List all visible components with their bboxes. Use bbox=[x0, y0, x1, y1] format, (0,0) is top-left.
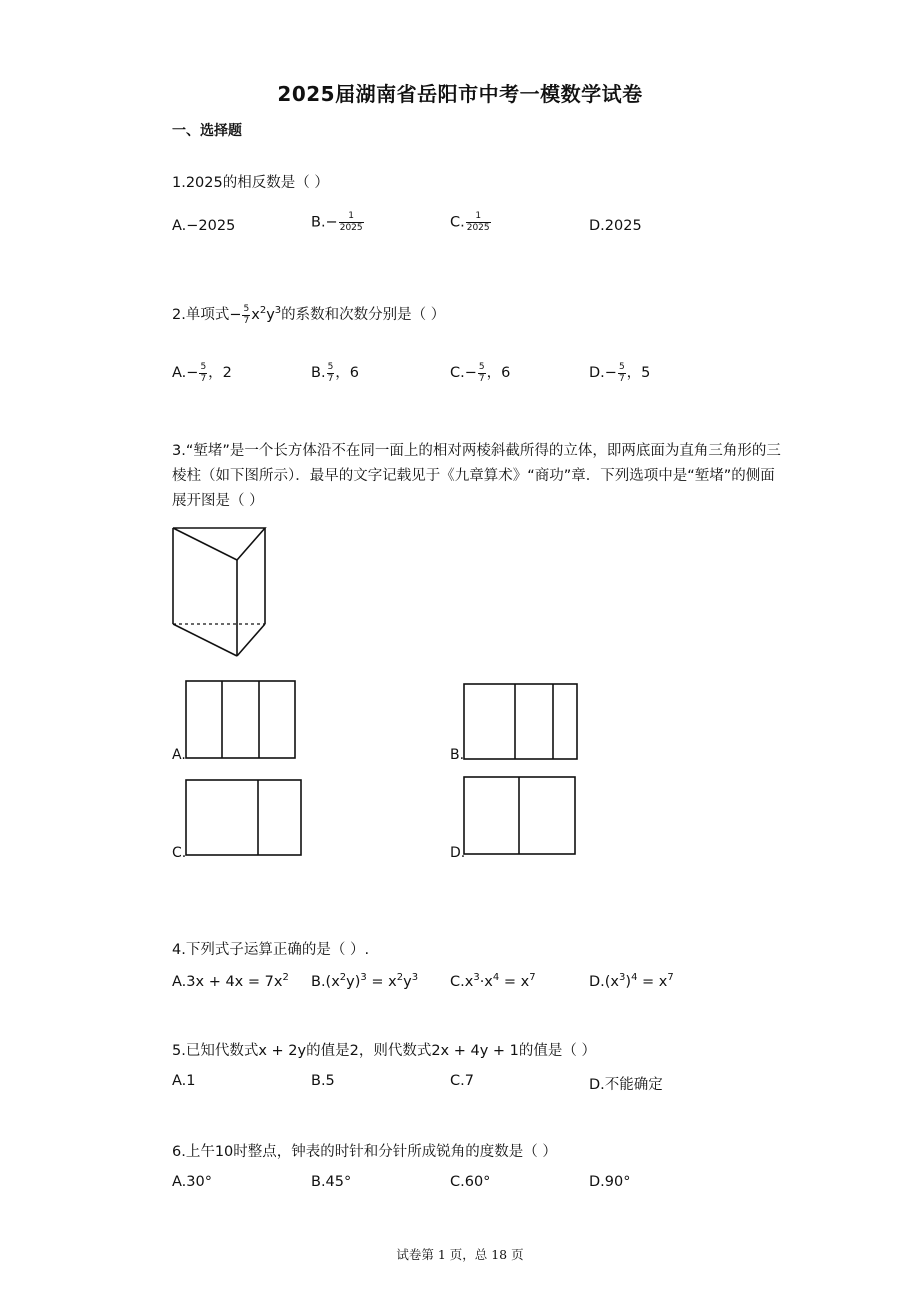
q2-option-a-fraction bbox=[199, 363, 207, 384]
q5-option-a[interactable]: A.1 bbox=[172, 1073, 196, 1089]
q4-option-a[interactable] bbox=[172, 974, 289, 990]
q2-stem-fraction bbox=[242, 305, 250, 326]
q4-option-b-exp-4: 3 bbox=[411, 972, 419, 983]
q2-option-c-prefix: C.− bbox=[450, 365, 477, 381]
q1-option-b-prefix: B.− bbox=[311, 214, 338, 231]
q4-option-c-part-3: = x bbox=[499, 974, 530, 990]
q4-option-c-exp-1: 3 bbox=[473, 972, 480, 983]
q2-option-a[interactable] bbox=[172, 361, 232, 384]
q2-option-b-fraction bbox=[327, 363, 335, 384]
q2-option-d-suffix: ，5 bbox=[626, 365, 651, 381]
q2-option-d-fraction bbox=[618, 363, 626, 384]
q2-option-d[interactable] bbox=[589, 361, 650, 384]
q4-option-d-exp-2: 4 bbox=[631, 972, 638, 983]
q2-option-d-prefix: D.− bbox=[589, 365, 617, 381]
q2-option-c-denominator: 7 bbox=[478, 373, 485, 384]
q1-option-c[interactable] bbox=[450, 212, 492, 233]
q2-option-d-numerator: 5 bbox=[618, 361, 625, 372]
q2-option-b-denominator: 7 bbox=[327, 373, 334, 384]
q4-option-b-part-2: y) bbox=[346, 974, 361, 990]
q1-option-b-numerator: 1 bbox=[339, 212, 364, 223]
q1-option-b[interactable] bbox=[311, 212, 365, 233]
prism-bottom-right bbox=[237, 624, 265, 656]
q6-option-a[interactable]: A.30° bbox=[172, 1174, 212, 1190]
q1-option-c-fraction bbox=[466, 212, 491, 233]
q2-exp-x: 2 bbox=[259, 305, 267, 316]
q5-option-c[interactable]: C.7 bbox=[450, 1073, 474, 1089]
q4-option-b-part-4: y bbox=[403, 974, 412, 990]
q4-option-d-part-2: ) bbox=[625, 974, 632, 990]
question-5-stem: 5.已知代数式x + 2y的值是2，则代数式2x + 4y + 1的值是（ ） bbox=[172, 1043, 596, 1059]
q4-option-b-exp-3: 2 bbox=[396, 972, 404, 983]
section-heading: 一、选择题 bbox=[172, 123, 242, 139]
q4-option-d-exp-1: 3 bbox=[619, 972, 626, 983]
question-4-stem: 4.下列式子运算正确的是（ ）. bbox=[172, 942, 370, 958]
page-title: 2025届湖南省岳阳市中考一模数学试卷 bbox=[277, 82, 643, 106]
q2-var-y: y bbox=[266, 307, 275, 323]
q6-option-d[interactable]: D.90° bbox=[589, 1174, 631, 1190]
q2-option-a-prefix: A.− bbox=[172, 365, 199, 381]
net-c-outline bbox=[186, 780, 301, 855]
q4-option-c-exp-2: 4 bbox=[492, 972, 500, 983]
prism-top-face bbox=[173, 528, 265, 560]
q4-option-c-part-2: ·x bbox=[479, 974, 493, 990]
q2-option-a-numerator: 5 bbox=[200, 361, 207, 372]
q3-option-d-net[interactable] bbox=[463, 776, 577, 856]
q4-option-d-part-3: = x bbox=[637, 974, 668, 990]
q2-option-d-denominator: 7 bbox=[618, 373, 625, 384]
q3-option-a-net[interactable] bbox=[185, 680, 297, 760]
q6-option-b[interactable]: B.45° bbox=[311, 1174, 352, 1190]
q1-option-d[interactable]: D.2025 bbox=[589, 218, 642, 234]
q5-option-b[interactable]: B.5 bbox=[311, 1073, 335, 1089]
q2-option-b-suffix: ，6 bbox=[335, 365, 360, 381]
prism-figure bbox=[170, 526, 270, 658]
q4-option-b-part-3: = x bbox=[366, 974, 397, 990]
q2-stem-prefix: 2.单项式− bbox=[172, 307, 242, 323]
q4-option-d-part-1: D.(x bbox=[589, 974, 620, 990]
q4-option-d-exp-3: 7 bbox=[667, 972, 674, 983]
q4-option-b-part-1: B.(x bbox=[311, 974, 340, 990]
q1-option-b-fraction bbox=[339, 212, 364, 233]
q2-stem-suffix: 的系数和次数分别是（ ） bbox=[281, 307, 446, 323]
q2-option-a-denominator: 7 bbox=[200, 373, 207, 384]
q3-option-c-label[interactable]: C. bbox=[172, 845, 187, 861]
q2-option-c[interactable] bbox=[450, 361, 510, 384]
net-a-outline bbox=[186, 681, 295, 758]
q2-stem-denominator: 7 bbox=[243, 315, 250, 326]
q4-option-c-part-1: C.x bbox=[450, 974, 474, 990]
q4-option-c[interactable] bbox=[450, 974, 536, 990]
q2-option-b-numerator: 5 bbox=[327, 361, 334, 372]
q2-option-b-prefix: B. bbox=[311, 365, 326, 381]
q5-option-d[interactable]: D.不能确定 bbox=[589, 1077, 663, 1093]
question-3-stem: 3.“堑堵”是一个长方体沿不在同一面上的相对两棱斜截所得的立体，即两底面为直角三角形的三棱柱（如下图所示）．最早的文字记载见于《九章算术》“商功”章．下列选项中是“堑堵”的侧面展开图是（ ） bbox=[172, 443, 781, 509]
q1-option-c-prefix: C. bbox=[450, 214, 465, 231]
q2-option-a-suffix: ，2 bbox=[208, 365, 232, 381]
q1-option-a[interactable]: A.−2025 bbox=[172, 218, 236, 234]
q2-option-c-numerator: 5 bbox=[478, 361, 485, 372]
q2-stem-numerator: 5 bbox=[243, 303, 250, 314]
page-footer: 试卷第 1 页，总 18 页 bbox=[396, 1247, 524, 1262]
q4-option-d[interactable] bbox=[589, 974, 674, 990]
q1-option-c-numerator: 1 bbox=[466, 212, 491, 223]
q4-option-c-exp-3: 7 bbox=[529, 972, 536, 983]
q3-option-b-net[interactable] bbox=[463, 683, 579, 761]
q3-option-a-label[interactable]: A. bbox=[172, 747, 186, 763]
q4-option-b-exp-1: 2 bbox=[339, 972, 347, 983]
q4-option-a-exp: 2 bbox=[282, 972, 289, 983]
question-2-stem bbox=[172, 303, 445, 326]
question-1-stem: 1.2025的相反数是（ ） bbox=[172, 175, 329, 191]
q4-option-b[interactable] bbox=[311, 974, 418, 990]
q2-exp-y: 3 bbox=[274, 305, 282, 316]
question-6-stem: 6.上午10时整点，钟表的时针和分针所成锐角的度数是（ ） bbox=[172, 1144, 557, 1160]
q3-option-b-label[interactable]: B. bbox=[450, 747, 465, 763]
q6-option-c[interactable]: C.60° bbox=[450, 1174, 491, 1190]
prism-bottom-left bbox=[173, 624, 237, 656]
q1-option-c-denominator: 2025 bbox=[466, 223, 490, 233]
q4-option-b-exp-2: 3 bbox=[360, 972, 367, 983]
q1-option-b-denominator: 2025 bbox=[339, 223, 363, 233]
q3-option-c-net[interactable] bbox=[185, 779, 303, 857]
net-b-outline bbox=[464, 684, 577, 759]
q2-option-c-fraction bbox=[478, 363, 486, 384]
q4-option-a-text: A.3x + 4x = 7x bbox=[172, 974, 283, 990]
q2-var-x: x bbox=[251, 307, 260, 323]
q2-option-c-suffix: ，6 bbox=[486, 365, 511, 381]
q3-option-d-label[interactable]: D. bbox=[450, 845, 466, 861]
q2-option-b[interactable] bbox=[311, 361, 359, 384]
